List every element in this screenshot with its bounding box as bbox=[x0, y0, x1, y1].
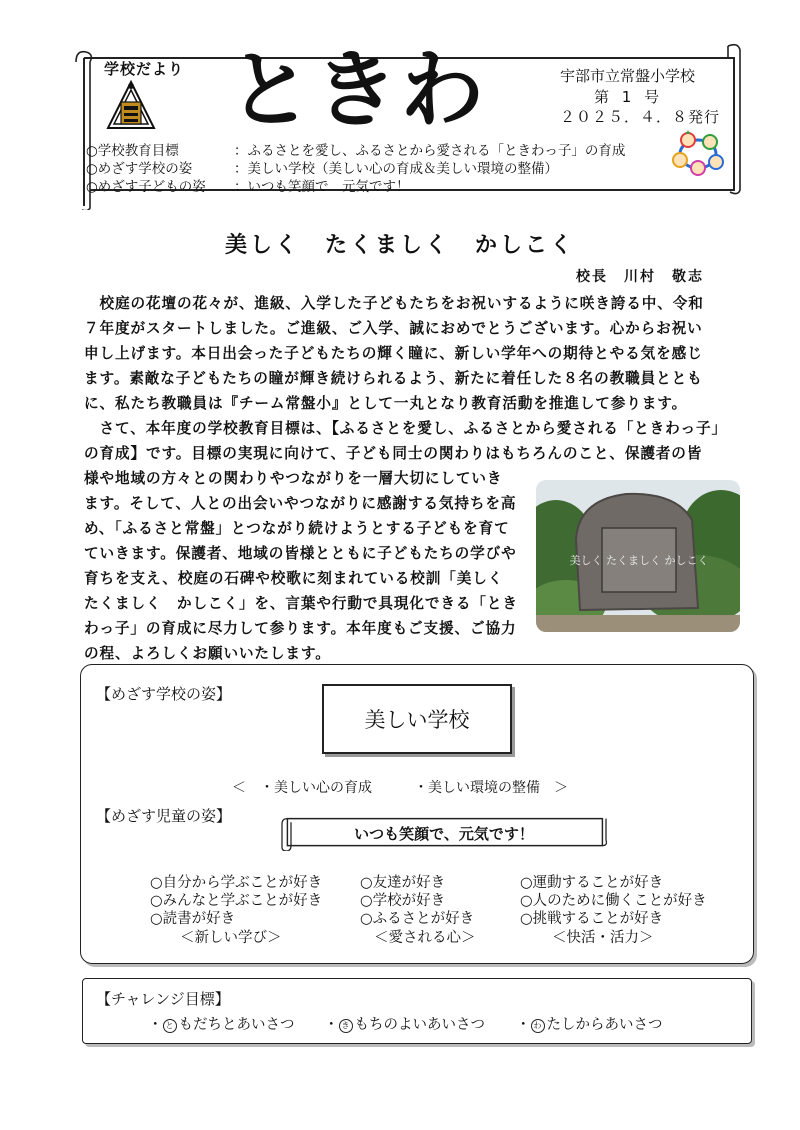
goal-label: ○めざす子どもの姿 bbox=[86, 179, 206, 195]
trait-item: ○挑戦することが好き bbox=[520, 911, 664, 927]
school-name: 宇部市立常盤小学校 bbox=[560, 67, 696, 85]
goal-label: ○学校教育目標 bbox=[86, 143, 179, 159]
school-vision-title: 美しい学校 bbox=[322, 684, 512, 754]
article-line: わっ子」の育成に尽力して参ります。本年度もご支援、ご協力 bbox=[84, 620, 517, 637]
circled-mark: き bbox=[339, 1019, 353, 1033]
challenge-item: ・ と もだちとあいさつ bbox=[148, 1017, 295, 1033]
article-line: に、私たち教職員は『チーム常盤小』として一丸となり教育活動を推進して参ります。 bbox=[84, 395, 688, 412]
article-line: 校庭の花壇の花々が、進級、入学した子どもたちをお祝いするように咲き誇る中、令和 bbox=[84, 295, 704, 312]
school-vision-points: ＜ ・美しい心の育成 ・美しい環境の整備 ＞ bbox=[232, 780, 568, 796]
school-goal-row bbox=[86, 139, 625, 159]
trait-item: ○学校が好き bbox=[360, 893, 446, 909]
challenge-heading: 【チャレンジ目標】 bbox=[96, 990, 230, 1008]
stone-inscription: 美しく たくましく かしこく bbox=[569, 554, 709, 567]
trait-item: ○自分から学ぶことが好き bbox=[150, 875, 323, 891]
trait-item: ○読書が好き bbox=[150, 911, 236, 927]
school-emblem-icon bbox=[106, 80, 156, 134]
challenge-item: ・ わ たしからあいさつ bbox=[516, 1017, 663, 1033]
article-line: の育成】です。目標の実現に向けて、子ども同士の関わりはもちろんのこと、保護者の皆 bbox=[84, 445, 703, 462]
school-vision-heading: 【めざす学校の姿】 bbox=[96, 685, 232, 703]
trait-caption: ＜快活・活力＞ bbox=[552, 930, 654, 946]
goal-value: ：いつも笑顔で 元気です！ bbox=[234, 179, 410, 195]
circled-mark: と bbox=[163, 1019, 177, 1033]
issue-date: ２０２５．４．８発行 bbox=[560, 108, 721, 126]
article-line: 様や地域の方々との関わりやつながりを一層大切にしていき bbox=[84, 470, 503, 487]
article-line: ７年度がスタートしました。ご進級、ご入学、誠におめでとうございます。心からお祝い bbox=[84, 320, 703, 337]
challenge-text: もちのよいあいさつ bbox=[354, 1017, 485, 1033]
trait-item: ○運動することが好き bbox=[520, 875, 664, 891]
challenge-item: ・ き もちのよいあいさつ bbox=[324, 1017, 485, 1033]
trait-item: ○人のために働くことが好き bbox=[520, 893, 707, 909]
article-line: 申し上げます。本日出会った子どもたちの輝く瞳に、新しい学年への期待とやる気を感じ bbox=[84, 345, 703, 362]
article-line: ます。素敵な子どもたちの瞳が輝き続けられるよう、新たに着任した８名の教職員ととも bbox=[84, 370, 703, 387]
article-line: ていきます。保護者、地域の皆様とともに子どもたちの学びや bbox=[84, 545, 517, 562]
article-line: さて、本年度の学校教育目標は、【ふるさとを愛し、ふるさとから愛される「ときわっ子」 bbox=[84, 420, 728, 437]
article-line: め、「ふるさと常盤」とつながり続けようとする子どもを育て bbox=[84, 520, 510, 537]
trait-caption: ＜愛される心＞ bbox=[374, 930, 476, 946]
article-line: 育ちを支え、校庭の石碑や校歌に刻まれている校訓「美しく bbox=[84, 570, 504, 587]
challenge-text: たしからあいさつ bbox=[546, 1017, 663, 1033]
goal-label: ○めざす学校の姿 bbox=[86, 161, 193, 177]
article-line: たくましく かしこく」を、言葉や行動で具現化できる「とき bbox=[84, 595, 518, 612]
goal-value: ：美しい学校（美しい心の育成＆美しい環境の整備） bbox=[234, 161, 558, 177]
school-vision-row bbox=[86, 157, 558, 177]
challenge-text: もだちとあいさつ bbox=[178, 1017, 295, 1033]
circled-mark: わ bbox=[531, 1019, 545, 1033]
article-line: ます。そして、人との出会いやつながりに感謝する気持ちを高 bbox=[84, 495, 517, 512]
trait-item: ○友達が好き bbox=[360, 875, 446, 891]
stone-monument-photo bbox=[536, 480, 740, 632]
newsletter-label: 学校だより bbox=[104, 60, 185, 78]
trait-item: ○みんなと学ぶことが好き bbox=[150, 893, 323, 909]
issue-number: 第 1 号 bbox=[594, 88, 664, 106]
child-vision-row bbox=[86, 175, 410, 195]
article-author: 校長 川村 敬志 bbox=[576, 269, 704, 285]
child-vision-title: いつも笑顔で、元気です！ bbox=[354, 825, 534, 843]
article-title: 美しく たくましく かしこく bbox=[224, 233, 575, 258]
trait-caption: ＜新しい学び＞ bbox=[180, 930, 282, 946]
article-line: の程、よろしくお願いいたします。 bbox=[84, 645, 331, 662]
stone-monument-image bbox=[536, 480, 740, 632]
child-vision-heading: 【めざす児童の姿】 bbox=[96, 807, 232, 825]
trait-item: ○ふるさとが好き bbox=[360, 911, 475, 927]
newsletter-title: ときわ bbox=[228, 41, 487, 139]
mascot-logo-icon bbox=[666, 128, 730, 178]
goal-value: ：ふるさとを愛し、ふるさとから愛される「ときわっ子」の育成 bbox=[234, 143, 626, 159]
